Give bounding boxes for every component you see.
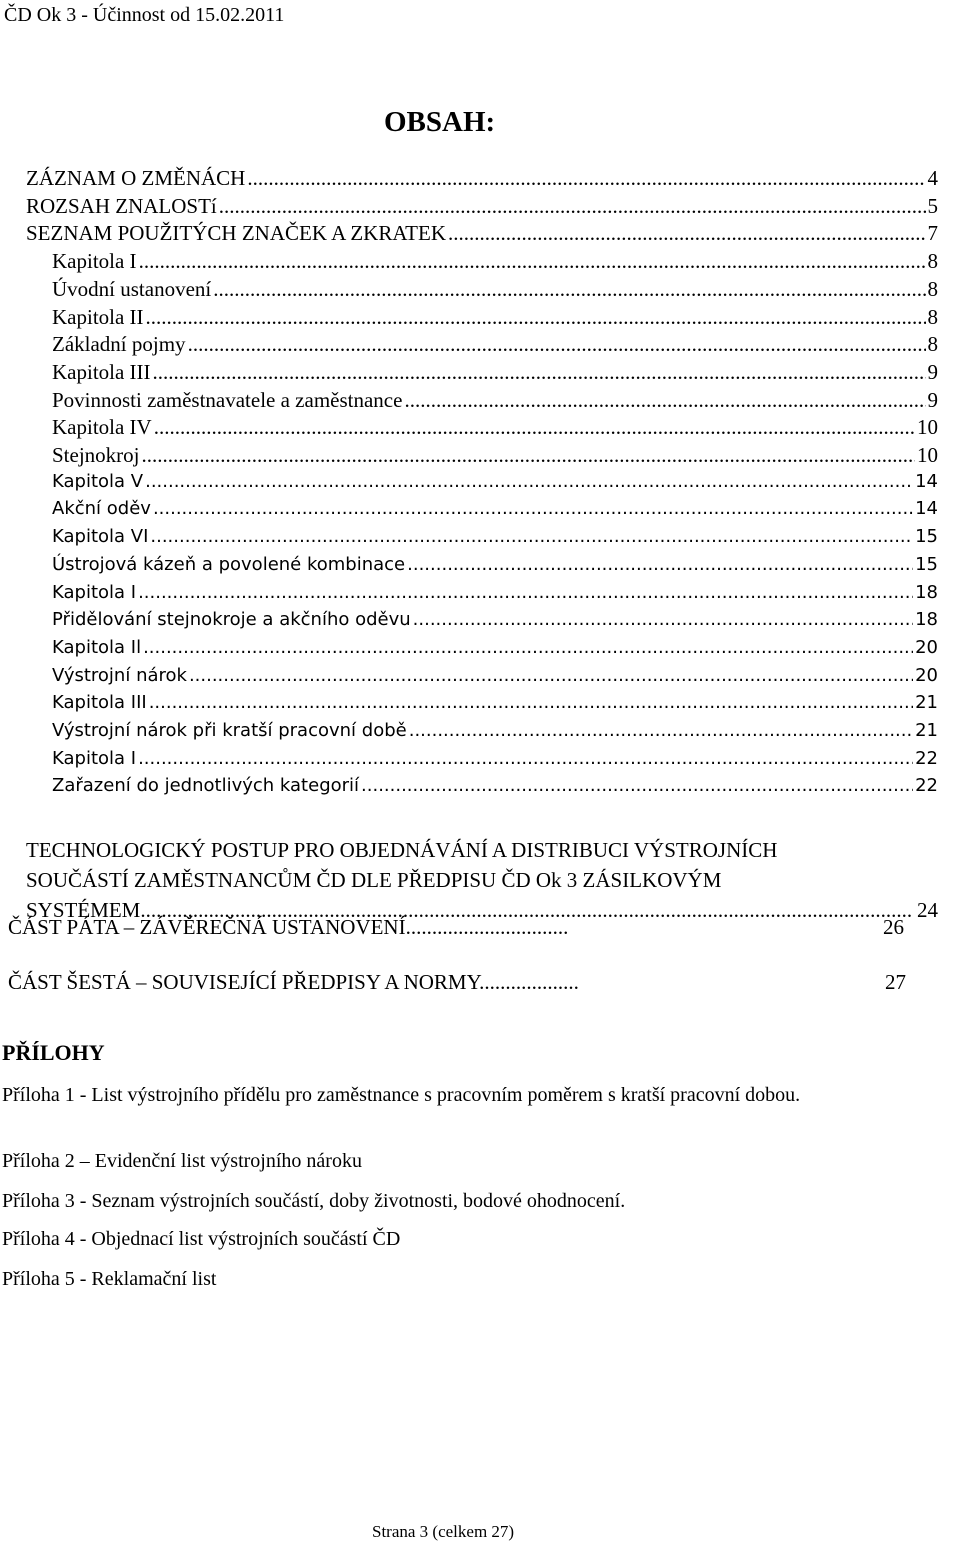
toc-dot-leader bbox=[404, 388, 925, 413]
toc-entry[interactable] bbox=[52, 748, 938, 776]
toc-entry-label: Kapitola I bbox=[52, 581, 137, 603]
toc-dot-leader bbox=[407, 554, 913, 575]
toc-dot-leader bbox=[189, 665, 913, 686]
toc-entry-line: TECHNOLOGICKÝ POSTUP PRO OBJEDNÁVÁNÍ A DISTRIBUCI VÝSTROJNÍCH bbox=[26, 838, 778, 862]
toc-entry-label: ZÁZNAM O ZMĚNÁCH bbox=[26, 166, 246, 190]
toc-dot-leader bbox=[154, 415, 915, 440]
toc-entry-page: 8 bbox=[927, 304, 938, 329]
appendix-item: Příloha 2 – Evidenční list výstrojního nároku bbox=[2, 1150, 362, 1172]
toc-entry-label: Základní pojmy bbox=[52, 332, 186, 357]
toc-dot-leader bbox=[188, 332, 926, 357]
toc-entry-page: 7 bbox=[927, 221, 938, 246]
toc-entry-label: ROZSAH ZNALOSTí bbox=[26, 193, 217, 218]
toc-entry-label: Kapitola VI bbox=[52, 526, 149, 548]
toc-entry-label: Kapitola I bbox=[52, 249, 137, 274]
appendices-heading: PŘÍLOHY bbox=[2, 1040, 105, 1065]
toc-entry-label: Kapitola III bbox=[52, 359, 151, 384]
toc-entry-page: 24 bbox=[917, 898, 938, 922]
toc-entry[interactable] bbox=[52, 498, 938, 526]
appendix-item: Příloha 5 - Reklamační list bbox=[2, 1268, 217, 1290]
toc-entry-page: 18 bbox=[915, 609, 938, 631]
toc-entry-label: Ústrojová kázeň a povolené kombinace bbox=[52, 553, 406, 575]
toc-entry[interactable] bbox=[52, 443, 938, 471]
appendix-item: Příloha 4 - Objednací list výstrojních součástí ČD bbox=[2, 1228, 401, 1250]
toc-entry-page: 21 bbox=[915, 720, 938, 741]
toc-entry[interactable] bbox=[52, 471, 938, 499]
toc-entry-page: 10 bbox=[917, 415, 938, 440]
toc-entry-page: 8 bbox=[927, 332, 938, 357]
toc-entry-page: 14 bbox=[915, 470, 938, 492]
toc-entry[interactable] bbox=[52, 249, 938, 277]
toc-entry[interactable] bbox=[26, 166, 938, 194]
toc-entry[interactable] bbox=[52, 388, 938, 416]
toc-entry-label: Kapitola II bbox=[52, 304, 144, 329]
toc-dot-leader bbox=[413, 609, 913, 630]
toc-entry-label: ČÁST PÁTA – ZÁVĚREČNÁ USTANOVENÍ bbox=[8, 915, 406, 939]
toc-entry-line: SOUČÁSTÍ ZAMĚSTNANCŮM ČD DLE PŘEDPISU ČD Ok 3 ZÁSILKOVÝM bbox=[26, 868, 722, 892]
toc-entry-page: 20 bbox=[915, 664, 938, 686]
toc-entry-label: Zařazení do jednotlivých kategorií bbox=[52, 775, 360, 797]
page-footer: Strana 3 (celkem 27) bbox=[372, 1522, 515, 1541]
toc-dot-leader bbox=[143, 637, 913, 658]
toc-entry-page: 21 bbox=[915, 692, 938, 714]
toc-entry[interactable] bbox=[52, 692, 938, 720]
toc-entry[interactable] bbox=[26, 221, 938, 249]
toc-dot-leader: ................... bbox=[479, 970, 579, 994]
toc-dot-leader bbox=[138, 748, 913, 769]
toc-entry-label: Kapitola III bbox=[52, 692, 147, 714]
toc-entry[interactable] bbox=[52, 277, 938, 305]
toc-entry-page: 15 bbox=[915, 553, 938, 575]
toc-dot-leader bbox=[219, 194, 926, 219]
toc-entry-page: 5 bbox=[927, 193, 938, 218]
toc-title: OBSAH: bbox=[384, 106, 496, 138]
toc-entry[interactable] bbox=[52, 775, 938, 803]
toc-entry-technological-procedure[interactable] bbox=[26, 835, 938, 925]
toc-entry-page: 20 bbox=[915, 636, 938, 658]
toc-entry-page: 15 bbox=[915, 526, 938, 548]
toc-entry[interactable] bbox=[52, 332, 938, 360]
toc-entry-label: Úvodní ustanovení bbox=[52, 276, 212, 301]
toc-dot-leader bbox=[409, 720, 913, 741]
appendix-item: Příloha 1 - List výstrojního přídělu pro zaměstnance s pracovním poměrem s kratší pracovní dobou. bbox=[2, 1084, 801, 1106]
toc-dot-leader bbox=[361, 775, 913, 796]
toc-entry[interactable] bbox=[52, 305, 938, 333]
toc-entry[interactable] bbox=[52, 360, 938, 388]
toc-entry[interactable] bbox=[52, 720, 938, 748]
toc-entry-label: Kapitola IV bbox=[52, 415, 152, 440]
toc-entry-label: Kapitola I bbox=[52, 747, 137, 769]
toc-entry-page: 9 bbox=[927, 387, 938, 412]
toc-entry-label: SEZNAM POUŽITÝCH ZNAČEK A ZKRATEK bbox=[26, 221, 446, 246]
document-header: ČD Ok 3 - Účinnost od 15.02.2011 bbox=[4, 4, 285, 26]
toc-dot-leader bbox=[213, 277, 925, 302]
toc-entry-label: Přidělování stejnokroje a akčního oděvu bbox=[52, 609, 411, 631]
toc-entry-page: 4 bbox=[927, 166, 938, 190]
toc-dot-leader bbox=[138, 582, 913, 603]
appendix-item: Příloha 3 - Seznam výstrojních součástí, doby životnosti, bodové ohodnocení. bbox=[2, 1190, 626, 1212]
toc-entry-page: 26 bbox=[883, 915, 904, 939]
toc-entry-page: 9 bbox=[927, 359, 938, 384]
toc-dot-leader bbox=[146, 305, 926, 330]
toc-entry-page: 18 bbox=[915, 581, 938, 603]
toc-entry-page: 8 bbox=[927, 276, 938, 301]
toc-entry[interactable] bbox=[52, 665, 938, 693]
toc-entry-page: 14 bbox=[915, 498, 938, 520]
toc-dot-leader bbox=[139, 249, 926, 274]
toc-dot-leader bbox=[448, 221, 926, 246]
toc-entry-page: 27 bbox=[885, 970, 906, 994]
toc-dot-leader bbox=[153, 498, 913, 519]
toc-entry-line: SYSTÉMEM bbox=[26, 898, 141, 922]
toc-entry-part-five[interactable] bbox=[8, 915, 568, 940]
toc-dot-leader bbox=[150, 526, 913, 547]
toc-entry[interactable] bbox=[26, 194, 938, 222]
toc-entry-part-six[interactable] bbox=[8, 970, 579, 995]
toc-entry-page: 8 bbox=[927, 249, 938, 274]
toc-entry[interactable] bbox=[52, 526, 938, 554]
toc-dot-leader bbox=[153, 360, 926, 385]
toc-entry-label: Výstrojní nárok při kratší pracovní době bbox=[52, 720, 407, 741]
toc-dot-leader bbox=[145, 471, 913, 492]
toc-entry-label: Výstrojní nárok bbox=[52, 664, 187, 686]
toc-entry[interactable] bbox=[52, 415, 938, 443]
toc-entry-label: Stejnokroj bbox=[52, 443, 140, 467]
toc-dot-leader: ............................... bbox=[405, 915, 569, 939]
toc-entry-page: 22 bbox=[915, 747, 938, 769]
toc-entry-page: 22 bbox=[915, 775, 938, 797]
toc-entry-label: Kapitola V bbox=[52, 470, 144, 492]
toc-entry[interactable] bbox=[52, 554, 938, 582]
toc-dot-leader bbox=[247, 166, 925, 191]
toc-entry-label: Povinnosti zaměstnavatele a zaměstnance bbox=[52, 387, 403, 412]
toc-entry-label: Akční oděv bbox=[52, 498, 151, 520]
toc-entry[interactable] bbox=[52, 637, 938, 665]
toc-entry-label: ČÁST ŠESTÁ – SOUVISEJÍCÍ PŘEDPISY A NORMY bbox=[8, 970, 480, 994]
toc-dot-leader bbox=[142, 443, 916, 468]
toc-entry[interactable] bbox=[52, 609, 938, 637]
toc-entry-label: Kapitola Il bbox=[52, 636, 142, 658]
toc-entry-page: 10 bbox=[917, 443, 938, 467]
toc-dot-leader bbox=[149, 692, 913, 713]
toc-entry[interactable] bbox=[52, 582, 938, 610]
